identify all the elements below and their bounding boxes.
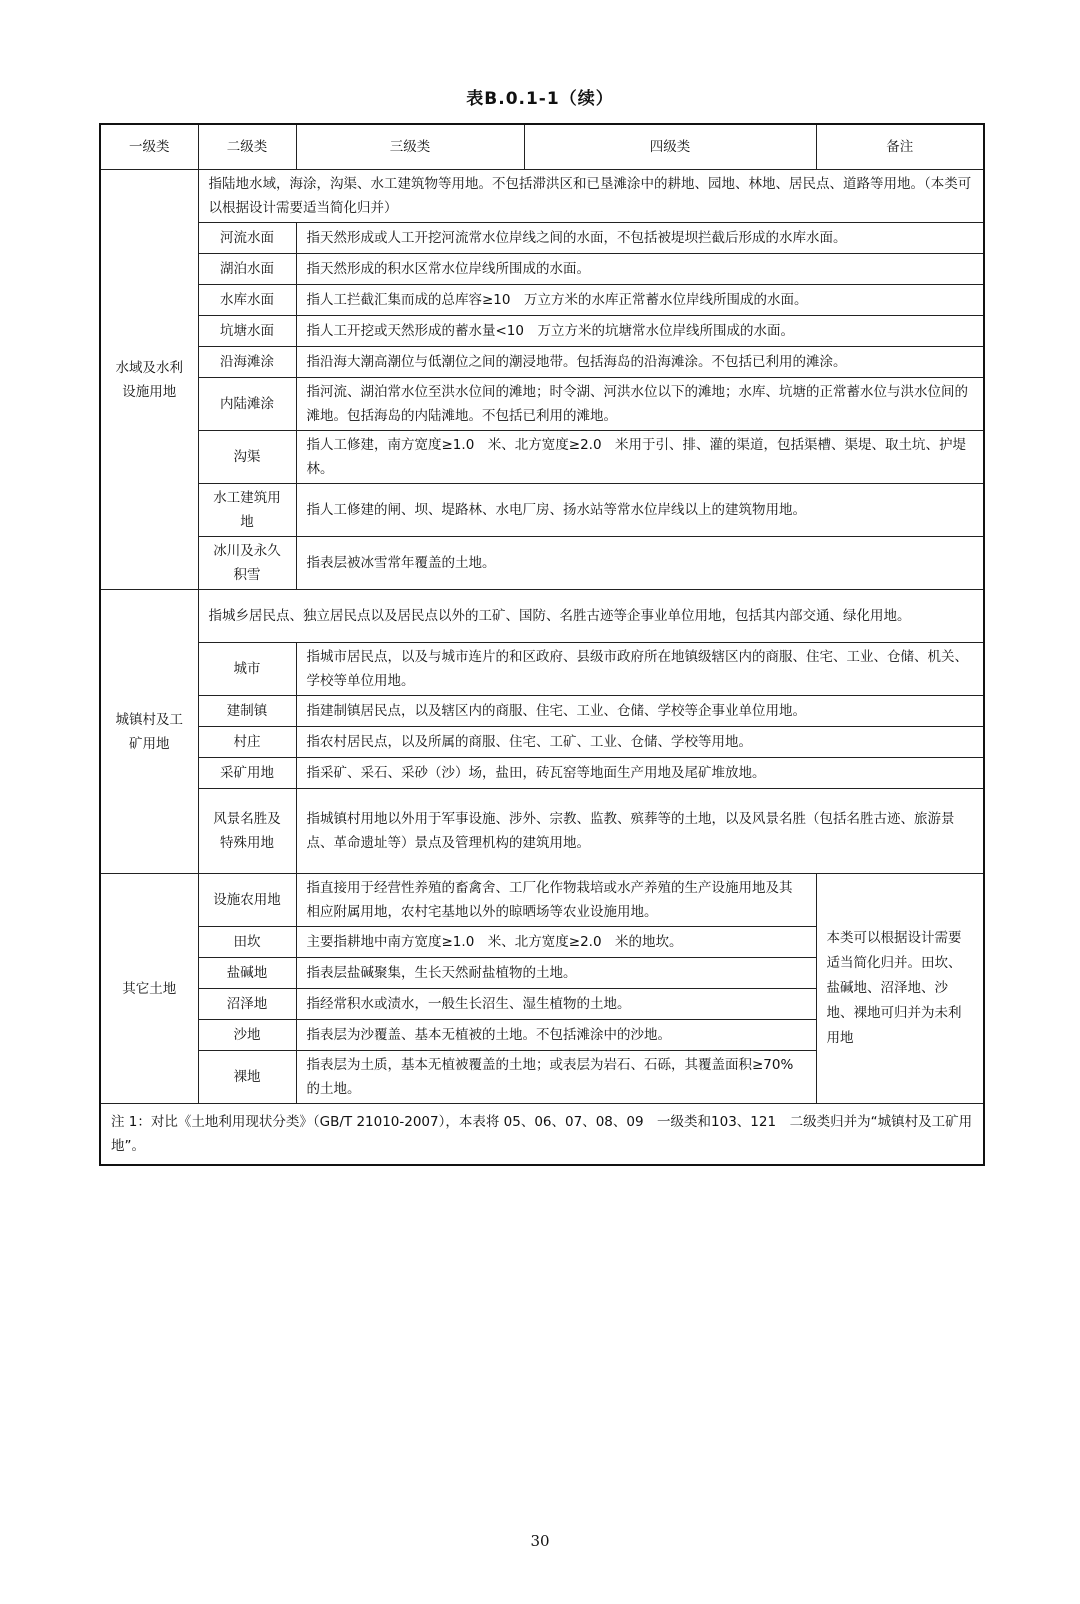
subclass-desc: 主要指耕地中南方宽度≥1.0 米、北方宽度≥2.0 米的地坎。 — [296, 927, 816, 958]
subclass-name: 沙地 — [198, 1020, 296, 1051]
subclass-desc: 指沿海大潮高潮位与低潮位之间的潮浸地带。包括海岛的沿海滩涂。不包括已利用的滩涂。 — [296, 347, 984, 378]
group-remark: 本类可以根据设计需要适当简化归并。田坎、盐碱地、沼泽地、沙地、裸地可归并为未利用地 — [816, 874, 984, 1104]
page-number: 30 — [530, 1532, 550, 1550]
subclass-desc: 指农村居民点，以及所属的商服、住宅、工矿、工业、仓储、学校等用地。 — [296, 727, 984, 758]
subclass-name: 设施农用地 — [198, 874, 296, 927]
subclass-name: 采矿用地 — [198, 758, 296, 789]
subclass-name: 村庄 — [198, 727, 296, 758]
subclass-desc: 指人工拦截汇集而成的总库容≥10 万立方米的水库正常蓄水位岸线所围成的水面。 — [296, 285, 984, 316]
subclass-desc: 指人工开挖或天然形成的蓄水量<10 万立方米的坑塘常水位岸线所围成的水面。 — [296, 316, 984, 347]
note-row — [100, 1104, 984, 1166]
subclass-name: 冰川及永久积雪 — [198, 537, 296, 590]
table-row — [100, 727, 984, 758]
header-level3: 三级类 — [296, 124, 524, 170]
header-row — [100, 124, 984, 170]
table-row — [100, 223, 984, 254]
subclass-desc: 指河流、湖泊常水位至洪水位间的滩地；时令湖、河洪水位以下的滩地；水库、坑塘的正常蓄水位与洪水位间的滩地。包括海岛的内陆滩地。不包括已利用的滩地。 — [296, 378, 984, 431]
table-row — [100, 285, 984, 316]
table-row — [100, 789, 984, 874]
group-intro: 指城乡居民点、独立居民点以及居民点以外的工矿、国防、名胜古迹等企事业单位用地，包括其内部交通、绿化用地。 — [198, 590, 984, 643]
table-row — [100, 874, 984, 927]
subclass-desc: 指城市居民点，以及与城市连片的和区政府、县级市政府所在地镇级辖区内的商服、住宅、工业、仓储、机关、学校等单位用地。 — [296, 643, 984, 696]
header-remark: 备注 — [816, 124, 984, 170]
group-name: 城镇村及工矿用地 — [100, 590, 198, 874]
subclass-name: 水库水面 — [198, 285, 296, 316]
header-level2: 二级类 — [198, 124, 296, 170]
table-row — [100, 170, 984, 223]
subclass-desc: 指经常积水或渍水，一般生长沼生、湿生植物的土地。 — [296, 989, 816, 1020]
group-name: 水域及水利设施用地 — [100, 170, 198, 590]
table-row — [100, 378, 984, 431]
table-row — [100, 537, 984, 590]
subclass-desc: 指采矿、采石、采砂（沙）场，盐田，砖瓦窑等地面生产用地及尾矿堆放地。 — [296, 758, 984, 789]
subclass-name: 裸地 — [198, 1051, 296, 1104]
subclass-name: 沼泽地 — [198, 989, 296, 1020]
subclass-name: 沟渠 — [198, 431, 296, 484]
table-row — [100, 696, 984, 727]
table-title: 表B.0.1-1（续） — [466, 89, 614, 109]
header-level4: 四级类 — [524, 124, 816, 170]
table-row — [100, 316, 984, 347]
table-row — [100, 484, 984, 537]
subclass-desc: 指直接用于经营性养殖的畜禽舍、工厂化作物栽培或水产养殖的生产设施用地及其相应附属用地，农村宅基地以外的晾晒场等农业设施用地。 — [296, 874, 816, 927]
subclass-name: 田坎 — [198, 927, 296, 958]
table-row — [100, 758, 984, 789]
subclass-desc: 指表层为土质，基本无植被覆盖的土地；或表层为岩石、石砾，其覆盖面积≥70%的土地。 — [296, 1051, 816, 1104]
table-row — [100, 254, 984, 285]
subclass-name: 水工建筑用地 — [198, 484, 296, 537]
subclass-desc: 指表层为沙覆盖、基本无植被的土地。不包括滩涂中的沙地。 — [296, 1020, 816, 1051]
table-row — [100, 431, 984, 484]
table-row — [100, 590, 984, 643]
subclass-desc: 指表层盐碱聚集，生长天然耐盐植物的土地。 — [296, 958, 816, 989]
group-name: 其它土地 — [100, 874, 198, 1104]
subclass-desc: 指建制镇居民点，以及辖区内的商服、住宅、工业、仓储、学校等企事业单位用地。 — [296, 696, 984, 727]
subclass-name: 河流水面 — [198, 223, 296, 254]
table-note: 注 1：对比《土地利用现状分类》（GB/T 21010-2007），本表将 05、06、07、08、09 一级类和103、121 二级类归并为“城镇村及工矿用地”。 — [100, 1104, 984, 1166]
subclass-desc: 指天然形成的积水区常水位岸线所围成的水面。 — [296, 254, 984, 285]
subclass-name: 盐碱地 — [198, 958, 296, 989]
subclass-desc: 指城镇村用地以外用于军事设施、涉外、宗教、监教、殡葬等的土地，以及风景名胜（包括名胜古迹、旅游景点、革命遗址等）景点及管理机构的建筑用地。 — [296, 789, 984, 874]
header-level1: 一级类 — [100, 124, 198, 170]
subclass-name: 湖泊水面 — [198, 254, 296, 285]
table-row — [100, 643, 984, 696]
subclass-desc: 指人工修建，南方宽度≥1.0 米、北方宽度≥2.0 米用于引、排、灌的渠道，包括渠槽、渠堤、取土坑、护堤林。 — [296, 431, 984, 484]
subclass-name: 风景名胜及特殊用地 — [198, 789, 296, 874]
subclass-name: 建制镇 — [198, 696, 296, 727]
subclass-name: 沿海滩涂 — [198, 347, 296, 378]
subclass-desc: 指天然形成或人工开挖河流常水位岸线之间的水面，不包括被堤坝拦截后形成的水库水面。 — [296, 223, 984, 254]
land-classification-table — [99, 123, 985, 1166]
table-row — [100, 347, 984, 378]
subclass-name: 内陆滩涂 — [198, 378, 296, 431]
subclass-name: 坑塘水面 — [198, 316, 296, 347]
subclass-desc: 指人工修建的闸、坝、堤路林、水电厂房、扬水站等常水位岸线以上的建筑物用地。 — [296, 484, 984, 537]
subclass-desc: 指表层被冰雪常年覆盖的土地。 — [296, 537, 984, 590]
subclass-name: 城市 — [198, 643, 296, 696]
group-intro: 指陆地水域，海涂，沟渠、水工建筑物等用地。不包括滞洪区和已垦滩涂中的耕地、园地、林地、居民点、道路等用地。（本类可以根据设计需要适当简化归并） — [198, 170, 984, 223]
